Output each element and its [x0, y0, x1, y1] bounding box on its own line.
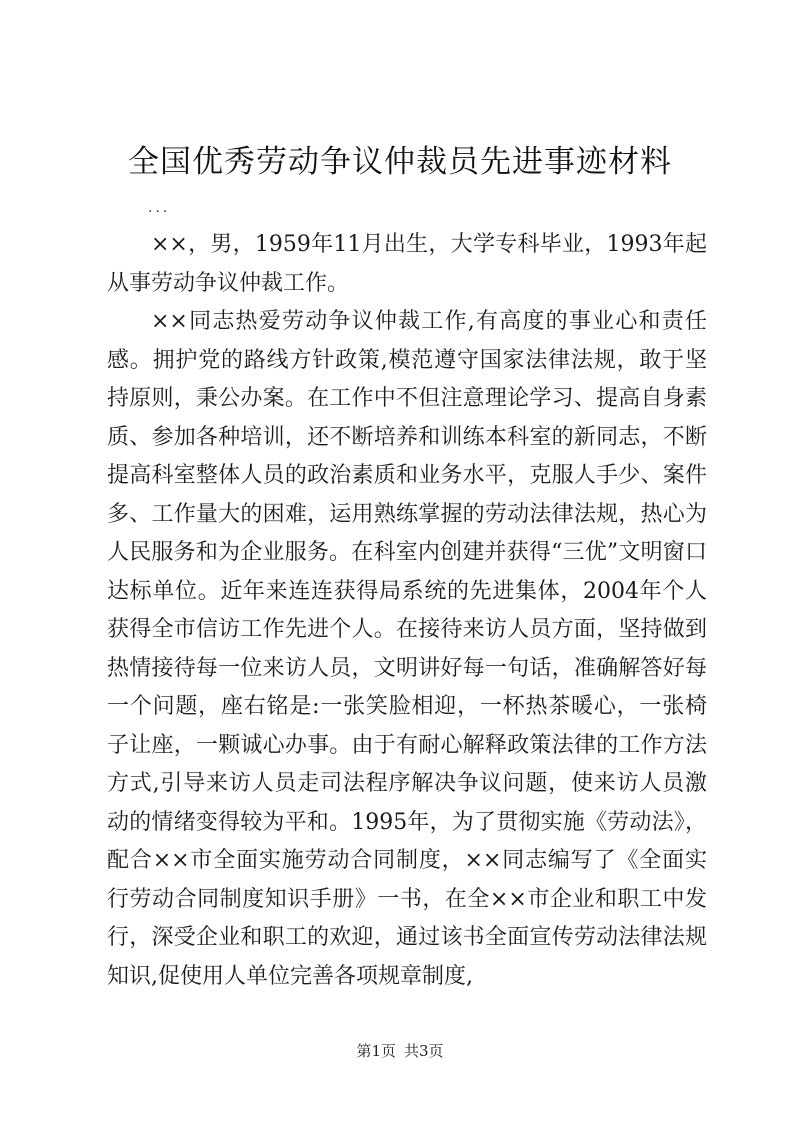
- page-total: 共3页: [404, 1042, 444, 1060]
- document-title: 全国优秀劳动争议仲裁员先进事迹材料: [128, 144, 672, 180]
- paragraph-intro: ××，男，1959年11月出生，大学专科毕业，1993年起从事劳动争议仲裁工作。: [107, 232, 707, 296]
- document-body: [107, 226, 707, 996]
- ellipsis-marker: ...: [148, 200, 171, 216]
- paragraph-main: ××同志热爱劳动争议仲裁工作,有高度的事业心和责任感。拥护党的路线方针政策,模范遵守国家法律法规，敢于坚持原则，秉公办案。在工作中不但注意理论学习、提高自身素质、参加各种培训，还不断培养和训练本科室的新同志，不断提高科室整体人员的政治素质和业务水平，克服人手少、案件多、工作量大的困难，运用熟练掌握的劳动法律法规，热心为人民服务和为企业服务。在科室内创建并获得“三优”文明窗口达标单位。近年来连连获得局系统的先进集体，2004年个人获得全市信访工作先进个人。在接待来访人员方面，坚持做到热情接待每一位来访人员，文明讲好每一句话，准确解答好每一个问题，座右铭是:一张笑脸相迎，一杯热茶暖心，一张椅子让座，一颗诚心办事。由于有耐心解释政策法律的工作方法方式,引导来访人员走司法程序解决争议问题，使来访人员激动的情绪变得较为平和。1995年，为了贯彻实施《劳动法》，配合××市全面实施劳动合同制度，××同志编写了《全面实行劳动合同制度知识手册》一书，在全××市企业和职工中发行，深受企业和职工的欢迎，通过该书全面宣传劳动法律法规知识,促使用人单位完善各项规章制度,: [107, 309, 707, 989]
- page-number: 第1页: [356, 1042, 396, 1060]
- page-footer: [0, 1041, 800, 1061]
